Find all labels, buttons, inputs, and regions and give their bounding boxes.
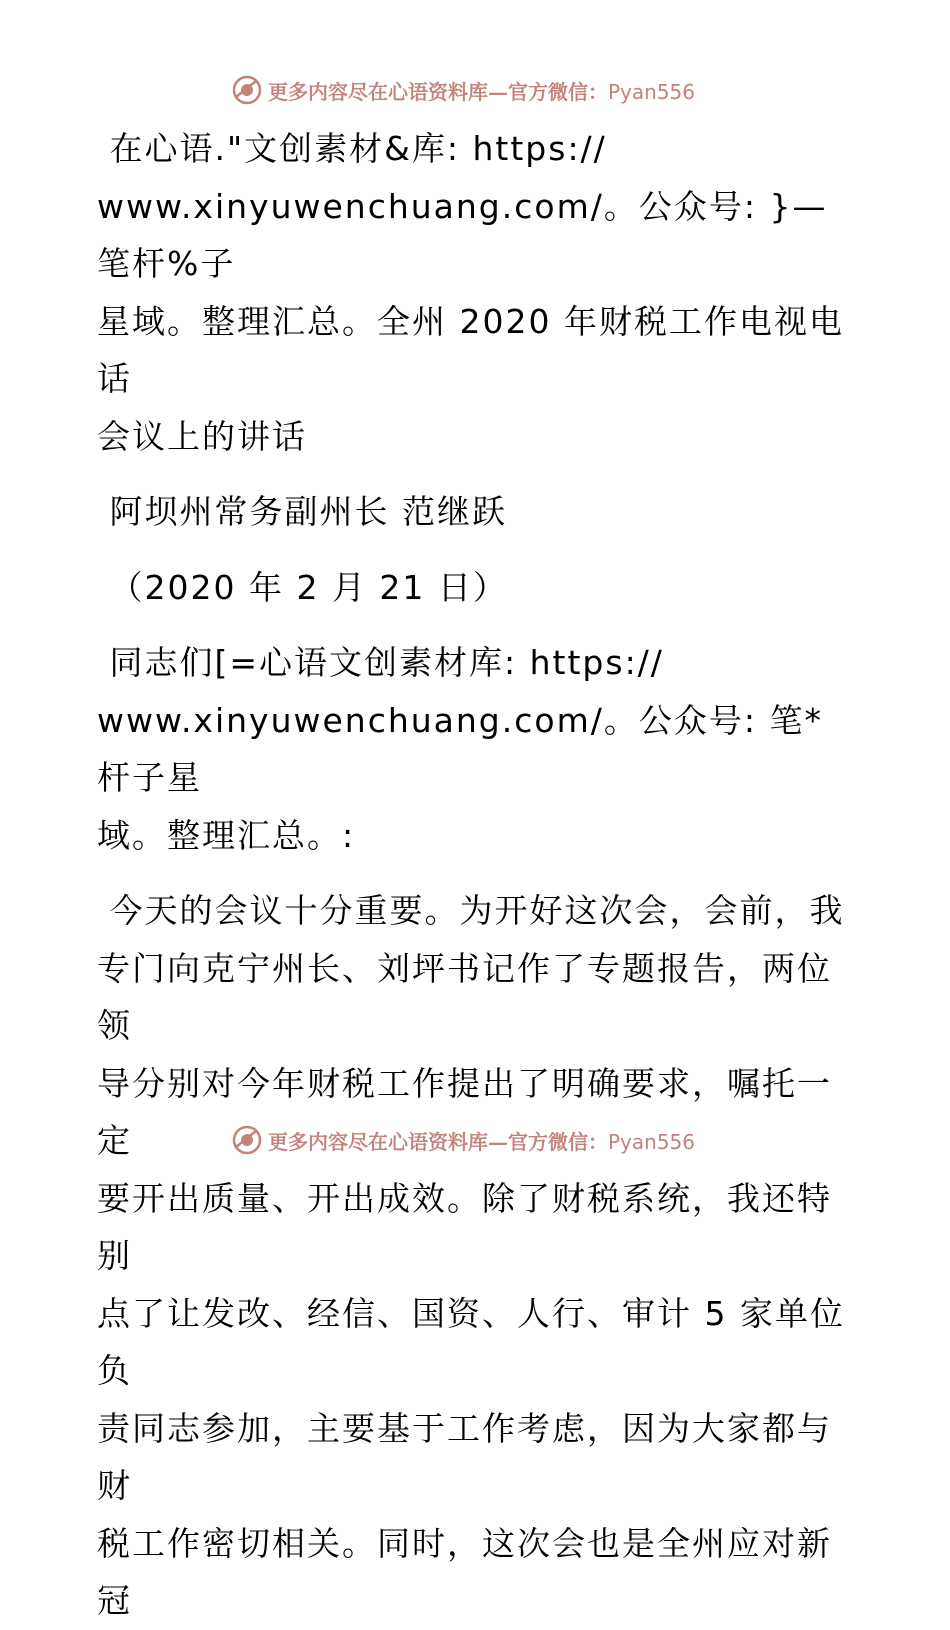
body-line: 责同志参加，主要基于工作考虑，因为大家都与财 bbox=[97, 1408, 832, 1505]
intro-line: www.xinyuwenchuang.com/。公众号: }—笔杆%子 bbox=[97, 186, 828, 283]
body-line: 点了让发改、经信、国资、人行、审计 5 家单位负 bbox=[97, 1293, 845, 1390]
greeting-line: 同志们[=心语文创素材库: https:// bbox=[97, 643, 664, 682]
greeting-line: 域。整理汇总。: bbox=[97, 815, 356, 855]
body-line: 导分别对今年财税工作提出了明确要求，嘱托一定 bbox=[97, 1063, 832, 1160]
logo-icon bbox=[232, 75, 262, 105]
date-line: （2020 年 2 月 21 日） bbox=[97, 567, 508, 607]
watermark-account: Pyan556 bbox=[608, 1129, 696, 1154]
watermark-text: 更多内容尽在心语资料库—官方微信：Pyan556 bbox=[268, 1129, 696, 1154]
intro-line: 星域。整理汇总。全州 2020 年财税工作电视电话 bbox=[97, 301, 844, 398]
logo-icon bbox=[232, 1125, 262, 1155]
watermark-account: Pyan556 bbox=[608, 79, 696, 104]
header-watermark bbox=[232, 70, 695, 110]
body-line: 专门向克宁州长、刘坪书记作了专题报告，两位领 bbox=[97, 948, 832, 1045]
footer-watermark bbox=[232, 1120, 695, 1160]
greeting-line: www.xinyuwenchuang.com/。公众号: 笔*杆子星 bbox=[97, 700, 823, 797]
intro-line: 会议上的讲话 bbox=[97, 416, 307, 456]
intro-line: 在心语."文创素材&库: https:// bbox=[97, 129, 607, 168]
body-line: 今天的会议十分重要。为开好这次会，会前，我 bbox=[97, 891, 845, 930]
body-line: 税工作密切相关。同时，这次会也是全州应对新冠 bbox=[97, 1523, 832, 1620]
watermark-text: 更多内容尽在心语资料库—官方微信：Pyan556 bbox=[268, 79, 696, 104]
body-line: 要开出质量、开出成效。除了财税系统，我还特别 bbox=[97, 1178, 832, 1275]
author-line: 阿坝州常务副州长 范继跃 bbox=[97, 492, 507, 531]
document-body bbox=[97, 120, 857, 1630]
